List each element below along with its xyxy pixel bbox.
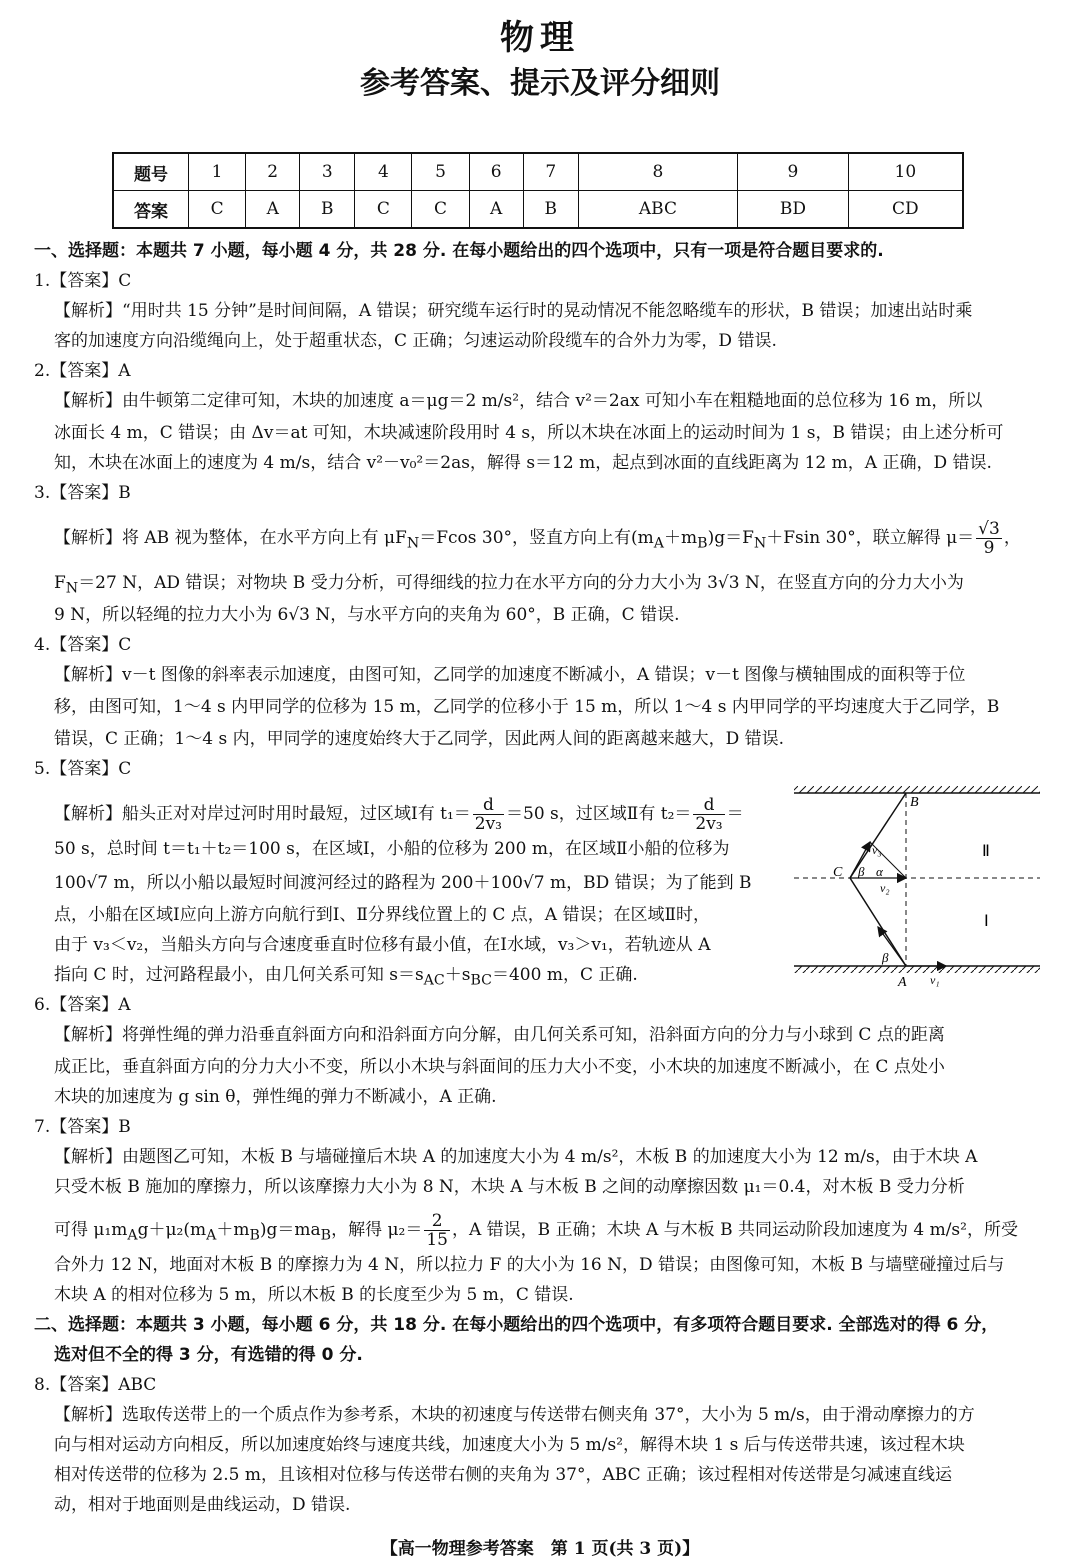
q5-analysis-line: 由于 v₃＜v₂，当船头方向与合速度垂直时位移有最小值，在Ⅰ水域，v₃＞v₁，若轨迹从 A <box>54 935 711 955</box>
fraction: $\frac{d}{\text{2v₃}}$ <box>474 795 503 834</box>
label-v2: v₂ <box>880 881 890 895</box>
q5-analysis-line: 100√7 m，所以小船以最短时间渡河经过的路程为 200＋100√7 m，BD 错误；为了能到 B <box>54 873 752 893</box>
table-cell: C <box>355 191 412 229</box>
fraction: $\frac{√3}{9}$ <box>978 519 1000 558</box>
table-cell: 3 <box>300 153 355 191</box>
q2-answer: 2.【答案】A <box>34 361 131 381</box>
table-cell: A <box>469 191 523 229</box>
q2-analysis-line: 冰面长 4 m，C 错误；由 Δv＝at 可知，木块减速阶段用时 4 s，所以木块在冰面上的运动时间为 1 s，B 错误；由上述分析可 <box>54 423 1004 443</box>
table-cell: 6 <box>469 153 523 191</box>
q4-answer: 4.【答案】C <box>34 635 132 655</box>
q7-analysis-line: 合外力 12 N，地面对木板 B 的摩擦力为 4 N，所以拉力 F 的大小为 16 N，D 错误；由图像可知，木板 B 与墙壁碰撞过后与 <box>54 1255 1005 1275</box>
section2-heading: 二、选择题：本题共 3 小题，每小题 6 分，共 18 分. 在每小题给出的四个选项中，有多项符合题目要求. 全部选对的得 6 分， <box>34 1315 999 1335</box>
label-region-II: Ⅱ <box>982 843 990 860</box>
q3-analysis-line: $F_N=27$ N，AD 错误；对物块 B 受力分析，可得细线的拉力在水平方向的分力大小为 3√3 N，在竖直方向的分力大小为 <box>54 573 964 597</box>
table-cell: 2 <box>246 153 300 191</box>
table-cell: B <box>523 191 578 229</box>
fraction: $\frac{d}{\text{2v₃}}$ <box>695 795 723 834</box>
section2-heading-cont: 选对但不全的得 3 分，有选错的得 0 分. <box>54 1345 363 1365</box>
q3-answer: 3.【答案】B <box>34 483 131 503</box>
q4-analysis-line: 错误，C 正确；1～4 s 内，甲同学的速度始终大于乙同学，因此两人间的距离越来越大，D 错误. <box>54 729 785 749</box>
q7-answer: 7.【答案】B <box>34 1117 131 1137</box>
path-AC <box>850 878 906 966</box>
answer-table <box>112 152 964 229</box>
q7-analysis-line: 【解析】由题图乙可知，木板 B 与墙碰撞后木块 A 的加速度大小为 4 m/s²，木板 B 的加速度大小为 12 m/s，由于木块 A <box>54 1147 978 1167</box>
river-crossing-diagram <box>790 786 1042 990</box>
label-v3: v₃ <box>872 843 882 857</box>
label-region-I: Ⅰ <box>984 913 989 930</box>
table-cell: B <box>300 191 355 229</box>
table-cell: C <box>189 191 246 229</box>
label-beta-lower: β <box>882 950 889 965</box>
label-alpha: α <box>876 864 883 879</box>
table-cell: 10 <box>848 153 963 191</box>
table-cell: 4 <box>355 153 412 191</box>
q3-analysis-line: 【解析】将 AB 视为整体，在水平方向上有 $\mu F_N=Fcos$ 30°，竖直方向上有$(m_A+m_B)g=F_N+Fsin$ 30°，联立解得 μ＝ $\frac{√3}{9}$ ， <box>54 519 1021 558</box>
table-cell: CD <box>848 191 963 229</box>
table-cell: 9 <box>738 153 849 191</box>
table-row-numbers <box>113 153 963 191</box>
q1-analysis-line: 【解析】“用时共 15 分钟”是时间间隔，A 错误；研究缆车运行时的晃动情况不能忽略缆车的形状，B 错误；加速出站时乘 <box>54 301 973 321</box>
q1-analysis-line: 客的加速度方向沿缆绳向上，处于超重状态，C 正确；匀速运动阶段缆车的合外力为零，D 错误. <box>54 331 777 351</box>
q5-analysis-line: 【解析】船头正对对岸过河时用时最短，过区域Ⅰ有 t₁＝ $\frac{d}{\text{2v₃}}$ ＝50 s，过区域Ⅱ有 t₂＝ $\frac{d}{\text{2v₃}}$ ＝ <box>54 795 744 834</box>
q4-analysis-line: 移，由图可知，1～4 s 内甲同学的位移为 15 m，乙同学的位移小于 15 m，所以 1～4 s 内甲同学的平均速度大于乙同学，B <box>54 697 1000 717</box>
q3-analysis-line: 9 N，所以轻绳的拉力大小为 6√3 N，与水平方向的夹角为 60°，B 正确，C 错误. <box>54 605 680 625</box>
bottom-bank <box>794 966 1040 973</box>
q2-analysis-line: 【解析】由牛顿第二定律可知，木块的加速度 a＝μg＝2 m/s²，结合 v²＝2ax 可知小车在粗糙地面的总位移为 16 m，所以 <box>54 391 983 411</box>
top-bank <box>794 786 1040 793</box>
q6-analysis-line: 【解析】将弹性绳的弹力沿垂直斜面方向和沿斜面方向分解，由几何关系可知，沿斜面方向的分力与小球到 C 点的距离 <box>54 1025 945 1045</box>
table-cell: 1 <box>189 153 246 191</box>
q7-analysis-line: 可得 $\mu_1m_Ag+\mu_2(m_A+m_B)g=ma_B$，解得 μ₂＝ $\frac{2}{15}$ ，A 错误，B 正确；木块 A 与木板 B 共同运动阶段加速度为 4 m/s²，所受 <box>54 1211 1018 1250</box>
q5-analysis-line: 指向 C 时，过河路程最小，由几何关系可知 $s=s_{AC}+s_{BC}=400$ m，C 正确. <box>54 965 638 989</box>
table-cell: C <box>412 191 469 229</box>
q7-analysis-line: 木块 A 的相对位移为 5 m，所以木板 B 的长度至少为 5 m，C 错误. <box>54 1285 574 1305</box>
row-label-answers: 答案 <box>113 191 189 229</box>
label-A: A <box>898 975 907 990</box>
table-row-answers <box>113 191 963 229</box>
row-label-numbers: 题号 <box>113 153 189 191</box>
table-cell: BD <box>738 191 849 229</box>
fraction: $\frac{2}{15}$ <box>426 1211 448 1250</box>
q1-answer: 1.【答案】C <box>34 271 132 291</box>
q2-analysis-line: 知，木块在冰面上的速度为 4 m/s，结合 v²－v₀²＝2as，解得 s＝12 m，起点到冰面的直线距离为 12 m，A 正确，D 错误. <box>54 453 992 473</box>
q6-answer: 6.【答案】A <box>34 995 131 1015</box>
label-beta-upper: β <box>858 864 865 879</box>
q6-analysis-line: 成正比，垂直斜面方向的分力大小不变，所以小木块与斜面间的压力大小不变，小木块的加速度不断减小，在 C 点处小 <box>54 1057 945 1077</box>
table-cell: A <box>246 191 300 229</box>
q8-answer: 8.【答案】ABC <box>34 1375 157 1395</box>
q8-analysis-line: 【解析】选取传送带上的一个质点作为参考系，木块的初速度与传送带右侧夹角 37°，大小为 5 m/s，由于滑动摩擦力的方 <box>54 1405 975 1425</box>
q8-analysis-line: 动，相对于地面则是曲线运动，D 错误. <box>54 1495 351 1515</box>
label-C: C <box>833 865 843 880</box>
table-cell: ABC <box>578 191 737 229</box>
q6-analysis-line: 木块的加速度为 g sin θ，弹性绳的弹力不断减小，A 正确. <box>54 1087 497 1107</box>
label-B: B <box>910 795 919 810</box>
section1-heading: 一、选择题：本题共 7 小题，每小题 4 分，共 28 分. 在每小题给出的四个选项中，只有一项是符合题目要求的. <box>34 241 884 261</box>
q5-answer: 5.【答案】C <box>34 759 132 779</box>
table-cell: 7 <box>523 153 578 191</box>
q8-analysis-line: 相对传送带的位移为 2.5 m，且该相对位移与传送带右侧的夹角为 37°，ABC 正确；该过程相对传送带是匀减速直线运 <box>54 1465 952 1485</box>
table-cell: 8 <box>578 153 737 191</box>
table-cell: 5 <box>412 153 469 191</box>
label-v1: v₁ <box>930 973 940 987</box>
q8-analysis-line: 向与相对运动方向相反，所以加速度始终与速度共线，加速度大小为 5 m/s²，解得木块 1 s 后与传送带共速，该过程木块 <box>54 1435 965 1455</box>
q4-analysis-line: 【解析】v－t 图像的斜率表示加速度，由图可知，乙同学的加速度不断减小，A 错误；v－t 图像与横轴围成的面积等于位 <box>54 665 966 685</box>
q5-analysis-line: 50 s，总时间 t＝t₁＋t₂＝100 s，在区域Ⅰ，小船的位移为 200 m，在区域Ⅱ小船的位移为 <box>54 839 730 859</box>
q5-analysis-line: 点，小船在区域Ⅰ应向上游方向航行到Ⅰ、Ⅱ分界线位置上的 C 点，A 错误；在区域Ⅱ时， <box>54 905 711 925</box>
page-title: 物理 <box>500 18 580 58</box>
q7-analysis-line: 只受木板 B 施加的摩擦力，所以该摩擦力大小为 8 N，木块 A 与木板 B 之间的动摩擦因数 μ₁＝0.4，对木板 B 受力分析 <box>54 1177 965 1197</box>
page-subtitle: 参考答案、提示及评分细则 <box>360 66 720 101</box>
page-footer: 【高一物理参考答案 第 1 页(共 3 页)】 <box>380 1539 700 1559</box>
